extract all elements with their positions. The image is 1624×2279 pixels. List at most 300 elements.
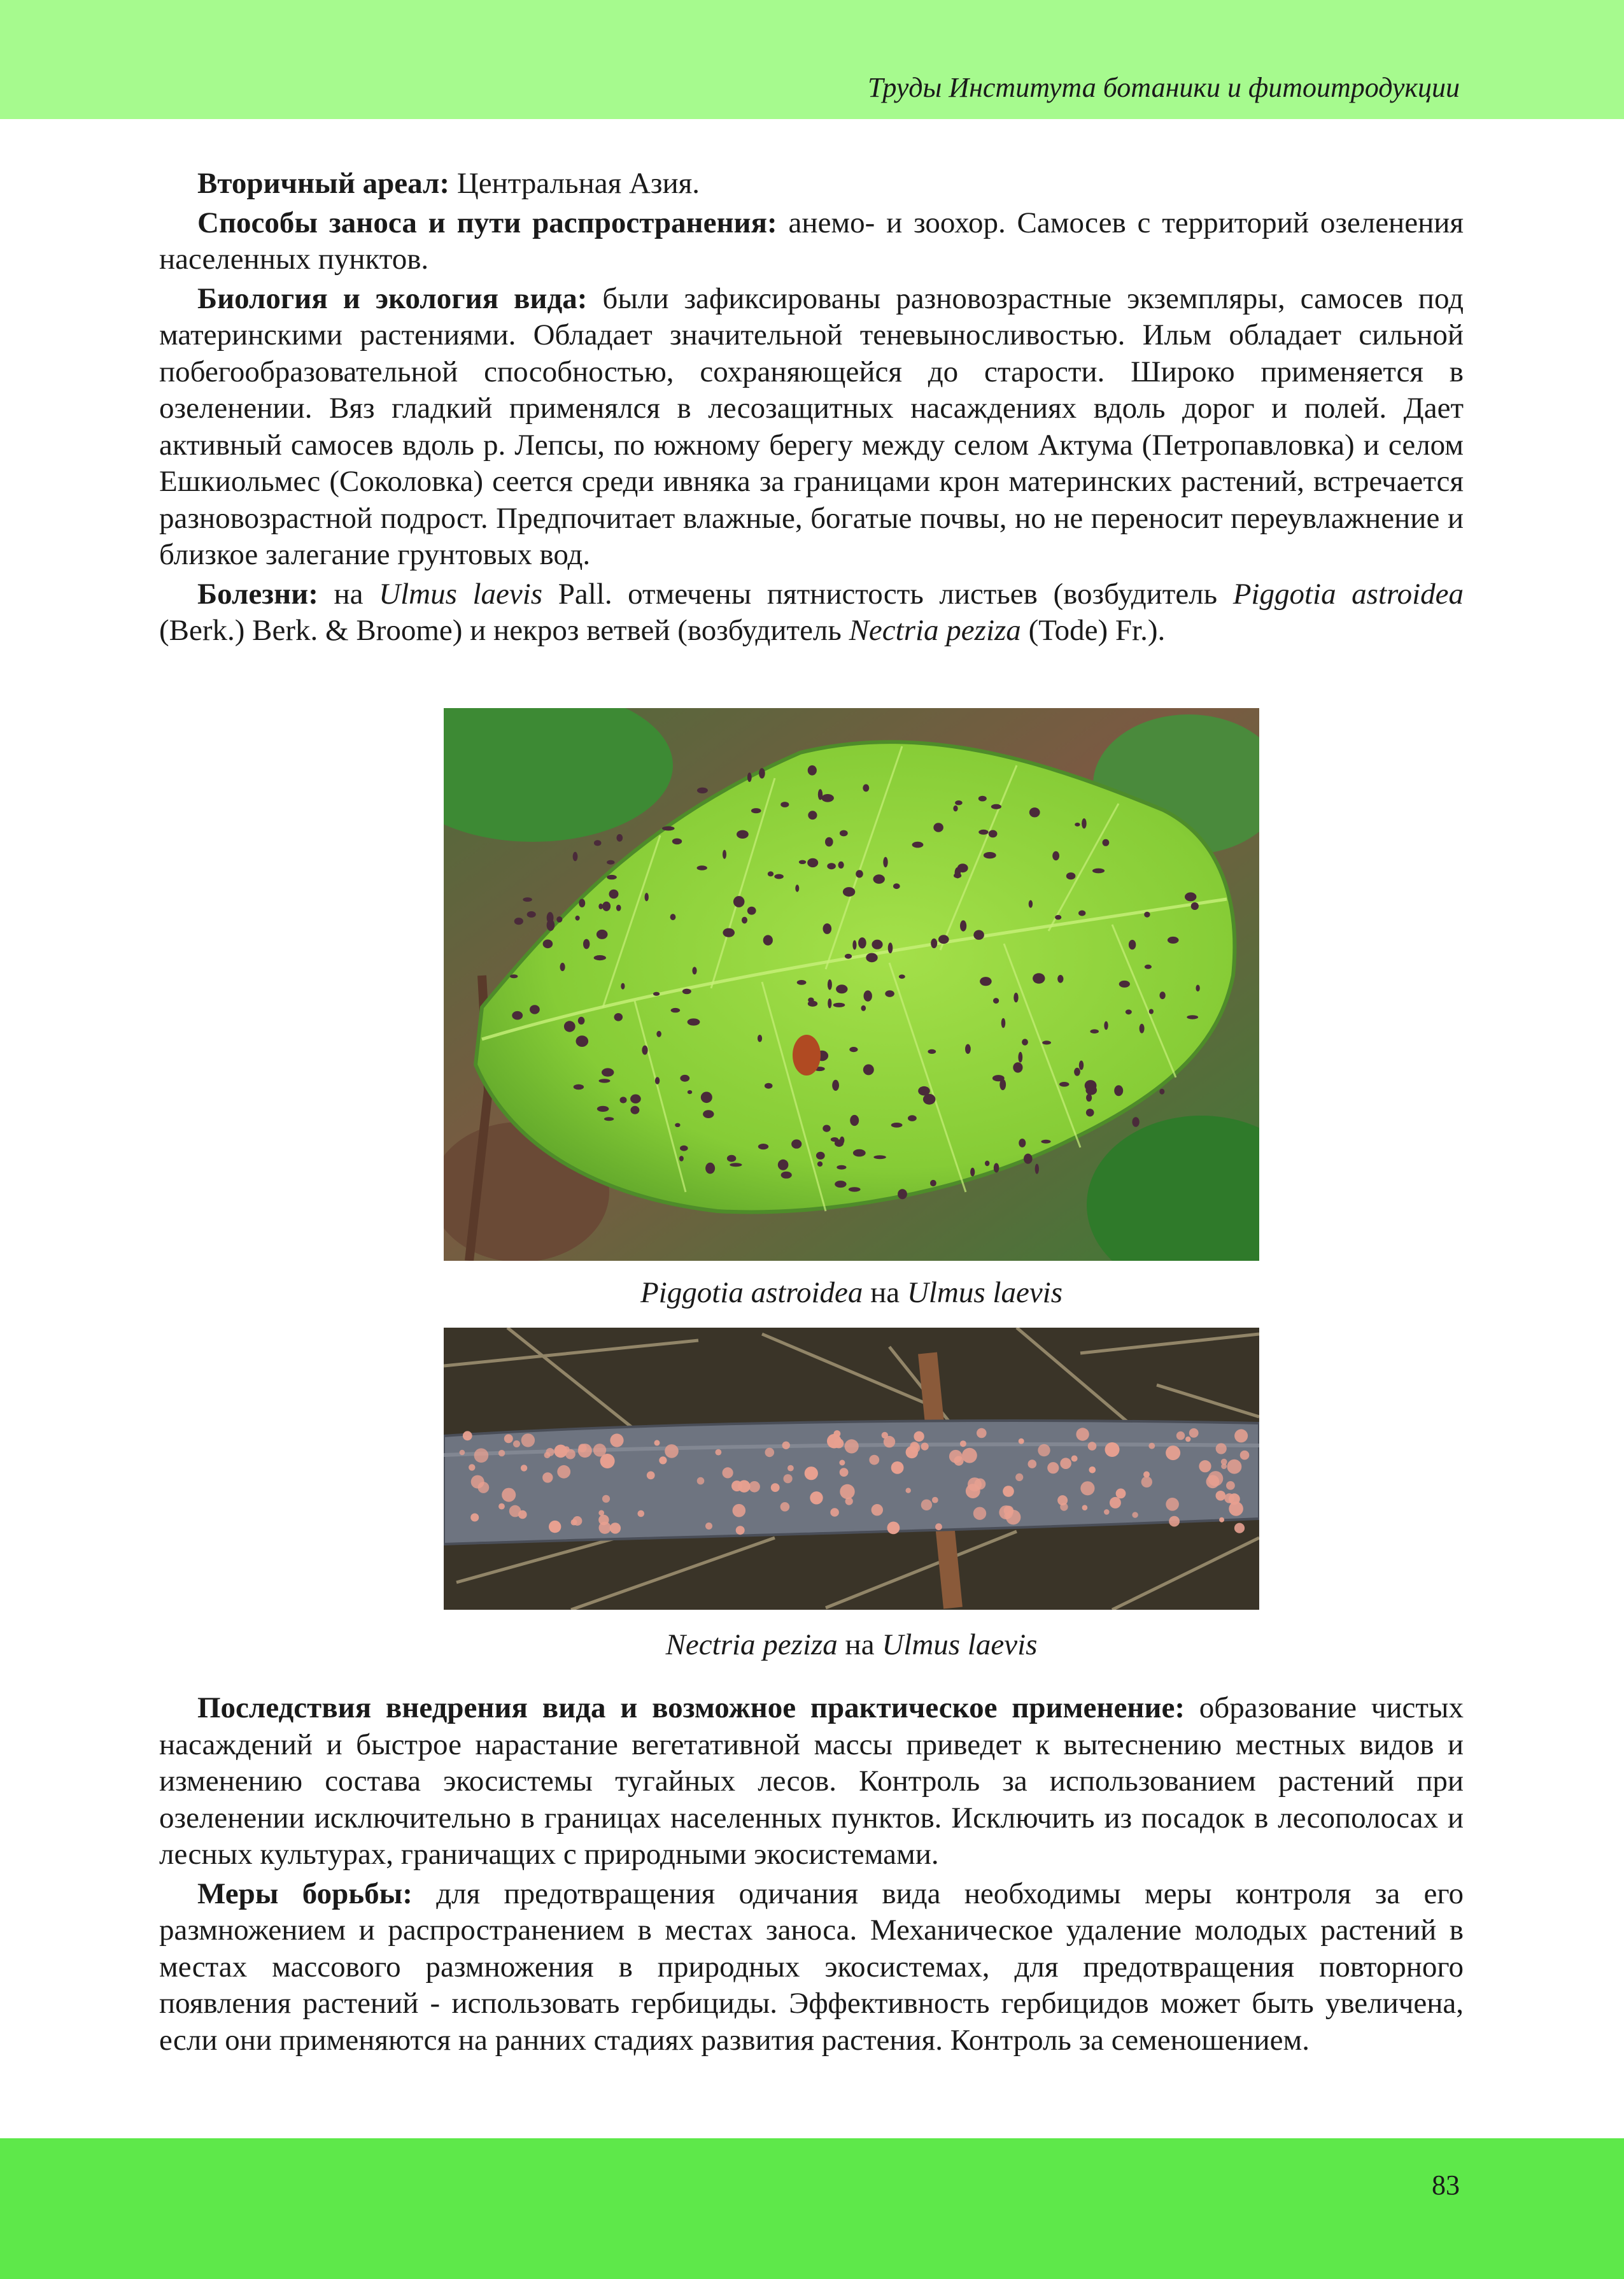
- fungus-dot: [733, 1504, 746, 1517]
- leaf-spot: [599, 1079, 611, 1083]
- fungus-dot: [1166, 1498, 1179, 1511]
- leaf-spot: [808, 998, 814, 1003]
- leaf-spot: [1029, 807, 1040, 817]
- leaf-spot: [703, 1110, 714, 1118]
- leaf-spot: [866, 953, 877, 963]
- caption-2-species: Nectria peziza: [665, 1628, 838, 1661]
- leaf-spot: [993, 998, 999, 1004]
- fungus-dot: [1219, 1517, 1224, 1523]
- fungus-dot: [521, 1465, 527, 1471]
- fungus-dot: [921, 1443, 929, 1451]
- leaf-spot: [885, 990, 894, 997]
- leaf-spot: [1185, 892, 1196, 901]
- leaf-spot: [984, 852, 996, 858]
- leaf-spot: [1013, 1062, 1022, 1072]
- leaf-spot: [823, 1125, 830, 1132]
- fungus-dot: [542, 1472, 553, 1482]
- leaf-spot: [1059, 1082, 1070, 1087]
- fungus-dot: [1229, 1502, 1243, 1516]
- leaf-spot: [933, 823, 943, 832]
- leaf-spot: [1129, 940, 1136, 949]
- branch-illustration: [444, 1328, 1259, 1610]
- leaf-spot: [1196, 985, 1199, 992]
- leaf-spot: [1132, 1117, 1139, 1126]
- leaf-spot: [864, 990, 872, 1001]
- text-biology: были зафиксированы разновозрастные экземпляры, самосев под материнскими растениями. Обладает значительной теневыносливостью. Ильм обладает сильной побегообразовательной способностью, сохраняющейся до старости. Широко применяется в озеленении. Вяз гладкий применялся в лесозащитных насаждениях вдоль дорог и полей. Дает активный самосев вдоль р. Лепсы, по южному берегу между селом Актума (Петропавловка) и селом Ешкиольмес (Соколовка) сеется среди ивняка за границами крон материнских растений, встречается разновозрастной подрост. Предпочитает влажные, богатые почвы, но не переносит переувлажнение и близкое залегание грунтовых вод.: [159, 281, 1464, 571]
- leaf-spot: [1082, 818, 1087, 828]
- fungus-dot: [1216, 1443, 1227, 1454]
- leaf-spot: [832, 1080, 839, 1091]
- label-consequences: Последствия внедрения вида и возможное практическое применение:: [197, 1691, 1185, 1724]
- leaf-spot: [1079, 1061, 1084, 1070]
- fungus-dot: [840, 1468, 849, 1477]
- caption-1-on: на: [863, 1276, 907, 1309]
- leaf-spot: [688, 1018, 700, 1025]
- leaf-spot: [1149, 1009, 1154, 1014]
- leaf-spot: [791, 1139, 801, 1148]
- fungus-dot: [975, 1479, 986, 1490]
- fungus-dot: [749, 1481, 760, 1493]
- leaf-spot: [1078, 911, 1085, 916]
- paragraph-secondary-range: [159, 166, 1464, 202]
- fungus-dot: [1148, 1443, 1155, 1449]
- leaf-spot: [602, 902, 611, 911]
- leaf-spot: [670, 914, 676, 920]
- leaf-spot: [931, 939, 937, 948]
- leaf-spot: [853, 1149, 866, 1157]
- photo-branch-fungus: [444, 1328, 1259, 1610]
- leaf-spot: [823, 923, 832, 934]
- leaf-spot: [774, 874, 784, 879]
- fungus-dot: [474, 1448, 489, 1463]
- leaf-spot: [598, 904, 603, 909]
- text-block-bottom: [159, 1690, 1464, 2061]
- fungus-dot: [470, 1514, 479, 1522]
- leaf-spot: [817, 1161, 823, 1167]
- text-diseases-3: (Berk.) Berk. & Broome) и некроз ветвей (возбудитель: [159, 614, 849, 647]
- fungus-dot: [544, 1452, 551, 1458]
- fungus-dot: [1080, 1481, 1094, 1495]
- fungus-dot: [549, 1521, 561, 1533]
- leaf-spot: [795, 884, 799, 891]
- fungus-dot: [869, 1455, 879, 1465]
- leaf-spot: [816, 1152, 825, 1160]
- fungus-dot: [784, 1474, 793, 1483]
- leaf-spot: [723, 850, 726, 859]
- leaf-spot: [872, 940, 882, 949]
- leaf-spot: [970, 1168, 975, 1177]
- leaf-spot: [858, 937, 866, 948]
- text-block-top: [159, 166, 1464, 652]
- leaf-spot: [1191, 902, 1199, 910]
- fungus-dot: [1076, 1428, 1089, 1440]
- text-consequences: образование чистых насаждений и быстрое нарастание вегетативной массы приведет к вытеснению местных видов и изменению состава экосистемы тугайных лесов. Контроль за использованием растений при озеленении исключительно в границах населенных пунктов. Исключить из посадок в лесополосах и лесных культурах, граничащих с природными экосистемами.: [159, 1691, 1464, 1871]
- paragraph-control: [159, 1876, 1464, 2059]
- leaf-spot: [1013, 993, 1018, 1002]
- fungus-dot: [962, 1448, 977, 1463]
- leaf-spot: [604, 1117, 614, 1121]
- fungus-dot: [738, 1480, 750, 1493]
- leaf-spot: [737, 830, 749, 839]
- leaf-spot: [836, 984, 847, 993]
- leaf-spot: [1052, 851, 1059, 860]
- leaf-spot: [843, 887, 855, 897]
- leaf-spot: [908, 1115, 917, 1121]
- leaf-spot: [688, 1090, 692, 1094]
- fungus-dot: [999, 1505, 1013, 1519]
- fungus-dot: [1166, 1445, 1180, 1460]
- leaf-spot: [1168, 937, 1179, 944]
- text-diseases-2: Pall. отмечены пятнистость листьев (возбудитель: [542, 577, 1233, 611]
- leaf-spot: [723, 928, 735, 937]
- leaf-spot: [954, 873, 961, 878]
- leaf-spot: [985, 1161, 989, 1167]
- leaf-spot: [680, 1075, 689, 1082]
- fungus-dot: [1038, 1444, 1050, 1456]
- fungus-dot: [914, 1431, 924, 1442]
- fungus-dot: [787, 1465, 794, 1472]
- leaf-spot: [560, 963, 565, 971]
- leaf-spot: [1092, 869, 1105, 874]
- leaf-spot: [1019, 1139, 1026, 1147]
- leaf-illustration: [444, 708, 1259, 1261]
- fungus-dot: [1132, 1512, 1138, 1517]
- fungus-dot: [610, 1433, 623, 1447]
- leaf-spot: [863, 1064, 874, 1075]
- leaf-spot: [873, 874, 885, 884]
- leaf-spot: [621, 983, 625, 990]
- paragraph-consequences: [159, 1690, 1464, 1873]
- fungus-dot: [659, 1456, 667, 1464]
- leaf-spot: [873, 1155, 886, 1159]
- leaf-spot: [818, 789, 823, 800]
- leaf-spot: [1074, 1068, 1080, 1076]
- fungus-dot: [1047, 1462, 1059, 1473]
- fungus-dot: [782, 1442, 790, 1449]
- leaf-spot: [1066, 872, 1076, 879]
- leaf-spot: [733, 896, 745, 907]
- leaf-spot: [1114, 1085, 1123, 1096]
- fungus-dot: [1226, 1481, 1235, 1490]
- fungus-dot: [1224, 1493, 1234, 1503]
- leaf-spot: [928, 1049, 936, 1054]
- leaf-spot: [564, 1021, 575, 1032]
- leaf-spot: [957, 863, 968, 872]
- leaf-spot: [978, 830, 988, 835]
- leaf-spot: [768, 871, 773, 876]
- leaf-spot: [1041, 1140, 1050, 1144]
- fungus-dot: [602, 1495, 610, 1503]
- leaf-spot: [730, 1163, 742, 1167]
- species-nectria: Nectria peziza: [849, 614, 1021, 647]
- fungus-dot: [887, 1522, 900, 1535]
- leaf-spot: [653, 992, 660, 996]
- leaf-spot: [898, 1189, 907, 1199]
- leaf-spot: [912, 842, 924, 848]
- leaf-spot: [523, 897, 532, 902]
- fungus-dot: [463, 1431, 472, 1440]
- leaf-spot: [697, 865, 707, 870]
- fungus-dot: [1234, 1523, 1245, 1533]
- leaf-spot: [838, 862, 844, 869]
- leaf-spot: [808, 811, 817, 820]
- footer-band: [0, 2138, 1624, 2279]
- leaf-spot: [701, 1092, 712, 1104]
- fungus-dot: [521, 1433, 535, 1447]
- fungus-dot: [921, 1500, 932, 1510]
- fungus-dot: [513, 1440, 520, 1447]
- fungus-dot: [1003, 1486, 1014, 1497]
- leaf-spot: [1144, 912, 1150, 918]
- leaf-spot: [781, 1172, 792, 1179]
- caption-1-species: Piggotia astroidea: [640, 1276, 863, 1309]
- leaf-spot: [1119, 981, 1130, 988]
- leaf-spot: [849, 1187, 861, 1191]
- leaf-spot: [1001, 1018, 1006, 1028]
- fungus-dot: [647, 1472, 655, 1480]
- fungus-dot: [1104, 1509, 1110, 1515]
- leaf-spot: [547, 912, 554, 923]
- text-control: для предотвращения одичания вида необходимы меры контроля за его размножением и распространением в местах заноса. Механическое удаление молодых растений в местах массового размножения в природных экосистемах, для предотвращения повторного появления растений - использовать гербициды. Эффективность гербицидов может быть увеличена, если они применяются на ранних стадиях развития растения. Контроль за семеношением.: [159, 1877, 1464, 2057]
- leaf-spot: [597, 1106, 609, 1112]
- leaf-spot: [1042, 1040, 1051, 1044]
- fungus-dot: [1060, 1458, 1071, 1469]
- label-biology: Биология и экология вида:: [197, 281, 588, 315]
- fungus-dot: [977, 1428, 987, 1438]
- fungus-dot: [736, 1526, 745, 1535]
- fungus-dot: [839, 1460, 845, 1466]
- leaf-spot: [675, 1123, 680, 1127]
- leaf-spot: [850, 1115, 859, 1126]
- fungus-dot: [906, 1488, 911, 1493]
- leaf-spot: [758, 1035, 762, 1042]
- fungus-dot: [1071, 1456, 1078, 1462]
- fungus-dot: [598, 1510, 604, 1516]
- fungus-dot: [935, 1523, 942, 1530]
- leaf-spot: [852, 941, 856, 950]
- photo-leaf-spots: [444, 708, 1259, 1261]
- leaf-spot: [727, 1155, 736, 1162]
- leaf-spot: [751, 808, 761, 813]
- leaf-spot: [759, 768, 765, 778]
- leaf-spot: [662, 827, 675, 831]
- fungus-dot: [557, 1465, 570, 1479]
- leaf-spot: [758, 1144, 768, 1149]
- leaf-spot: [682, 989, 691, 995]
- fungus-dot: [460, 1450, 465, 1456]
- fungus-dot: [638, 1510, 645, 1517]
- leaf-spot: [994, 1163, 999, 1173]
- fungus-dot: [1176, 1431, 1185, 1440]
- fungus-dot: [1082, 1505, 1088, 1510]
- fungus-dot: [827, 1434, 842, 1449]
- fungus-dot: [1199, 1460, 1211, 1472]
- leaf-spot: [512, 1011, 523, 1020]
- species-ulmus: Ulmus laevis: [379, 577, 543, 611]
- fungus-dot: [498, 1503, 505, 1510]
- leaf-spot: [883, 857, 887, 867]
- fungus-dot: [1019, 1438, 1024, 1444]
- leaf-spot: [807, 858, 818, 867]
- fungus-dot: [1240, 1451, 1250, 1460]
- fungus-dot: [780, 1502, 790, 1512]
- fungus-dot: [1141, 1477, 1152, 1487]
- caption-2-host: Ulmus laevis: [882, 1628, 1038, 1661]
- leaf-spot: [827, 863, 836, 869]
- leaf-spot: [825, 837, 833, 847]
- fungus-dot: [1028, 1459, 1037, 1468]
- leaf-spot: [828, 979, 832, 990]
- leaf-spot: [630, 1095, 641, 1104]
- leaf-spot: [799, 860, 806, 864]
- fungus-dot: [805, 1466, 818, 1480]
- fungus-dot: [1110, 1497, 1121, 1509]
- fungus-dot: [1189, 1428, 1199, 1438]
- leaf-spot: [930, 1180, 936, 1186]
- fungus-dot: [1234, 1429, 1248, 1442]
- fungus-dot: [1169, 1516, 1180, 1527]
- fungus-dot: [932, 1497, 938, 1503]
- leaf-spot: [833, 1003, 845, 1007]
- text-secondary-range: Центральная Азия.: [449, 167, 700, 200]
- leaf-spot: [992, 1075, 1005, 1081]
- fungus-dot: [1227, 1459, 1242, 1474]
- leaf-spot: [831, 1137, 838, 1142]
- leaf-spot: [1159, 1089, 1164, 1095]
- leaf-spot: [530, 1005, 540, 1014]
- leaf-spot: [780, 802, 789, 807]
- leaf-spot: [918, 1086, 930, 1096]
- leaf-spot: [837, 1165, 846, 1170]
- leaf-spot: [1085, 1080, 1097, 1091]
- leaf-spot: [742, 917, 747, 924]
- text-diseases-4: (Tode) Fr.).: [1020, 614, 1166, 647]
- leaf-spot: [840, 830, 848, 837]
- leaf-spot: [697, 788, 708, 793]
- leaf-spot: [763, 935, 773, 945]
- text-introduction: анемо- и зоохор. Самосев с территорий озеленения населенных пунктов.: [159, 206, 1464, 276]
- leaf-spot: [672, 839, 682, 845]
- leaf-spot: [747, 772, 752, 782]
- leaf-spot: [575, 916, 580, 921]
- leaf-spot: [960, 920, 966, 931]
- fungus-dot: [1116, 1489, 1126, 1499]
- leaf-spot: [1126, 1009, 1132, 1014]
- fungus-dot: [593, 1444, 606, 1456]
- leaf-spot: [1103, 839, 1110, 846]
- fungus-dot: [469, 1464, 475, 1470]
- fungus-dot: [1060, 1503, 1068, 1510]
- paragraph-diseases: [159, 576, 1464, 650]
- leaf-spot: [888, 942, 893, 953]
- leaf-spot: [938, 935, 949, 944]
- leaf-spot: [765, 1083, 773, 1089]
- fungus-dot: [1206, 1475, 1220, 1488]
- leaf-spot: [607, 875, 617, 879]
- fungus-dot: [840, 1484, 854, 1499]
- leaf-spot: [893, 883, 900, 889]
- leaf-spot: [616, 834, 623, 842]
- leaf-spot: [840, 1137, 844, 1144]
- label-secondary-range: Вторичный ареал:: [197, 167, 450, 200]
- fungus-dot: [910, 1442, 919, 1451]
- leaf-spot: [973, 930, 984, 940]
- leaf-spot: [594, 840, 602, 846]
- leaf-spot: [655, 1077, 660, 1084]
- paragraph-introduction: [159, 205, 1464, 278]
- fungus-dot: [654, 1440, 660, 1445]
- leaf-spot: [978, 796, 987, 802]
- leaf-spot: [692, 967, 696, 974]
- fungus-dot: [504, 1434, 513, 1443]
- fungus-dot: [830, 1508, 839, 1517]
- paragraph-biology: [159, 281, 1464, 574]
- header-band: [0, 0, 1624, 119]
- species-piggotia: Piggotia astroidea: [1232, 577, 1464, 611]
- leaf-spot: [989, 830, 998, 838]
- leaf-spot: [1029, 900, 1033, 908]
- leaf-spot: [579, 899, 585, 907]
- fungus-dot: [872, 1504, 883, 1516]
- leaf-spot: [679, 1156, 684, 1161]
- leaf-spot: [1086, 1094, 1092, 1102]
- fungus-dot: [1185, 1437, 1190, 1442]
- fungus-dot: [565, 1449, 575, 1459]
- fungus-dot: [845, 1498, 853, 1505]
- caption-2-on: на: [837, 1628, 882, 1661]
- leaf-spot: [1145, 965, 1152, 969]
- fungus-dot: [771, 1483, 780, 1492]
- leaf-spot: [1033, 973, 1045, 984]
- caption-1-host: Ulmus laevis: [907, 1276, 1063, 1309]
- caption-figure-1: [444, 1275, 1259, 1310]
- fungus-dot: [571, 1519, 577, 1526]
- fungus-dot: [498, 1450, 505, 1456]
- leaf-spot: [597, 930, 608, 939]
- text-diseases-1: на: [318, 577, 379, 611]
- leaf-spot: [1075, 823, 1080, 827]
- leaf-spot: [645, 893, 649, 901]
- fungus-dot: [723, 1467, 733, 1478]
- leaf-spot: [778, 1160, 789, 1170]
- leaf-spot: [1086, 1109, 1094, 1116]
- fungus-dot: [705, 1523, 712, 1530]
- leaf-spot: [705, 1163, 715, 1174]
- leaf-spot: [556, 916, 562, 923]
- leaf-spot: [594, 955, 606, 960]
- leaf-spot: [965, 1044, 971, 1054]
- leaf-spot: [845, 954, 852, 959]
- leaf-spot: [863, 785, 869, 792]
- fungus-dot: [845, 1439, 859, 1453]
- leaf-spot: [1104, 1021, 1108, 1030]
- leaf-spot: [614, 1013, 623, 1021]
- leaf-spot: [583, 939, 590, 949]
- leaf-spot: [630, 1106, 639, 1114]
- fungus-dot: [882, 1432, 888, 1438]
- fungus-dot: [810, 1491, 823, 1504]
- leaf-spot: [849, 1047, 858, 1052]
- leaf-spot: [607, 860, 614, 865]
- leaf-spot: [797, 980, 807, 985]
- fungus-dot: [949, 1450, 963, 1463]
- fungus-dot: [765, 1448, 775, 1458]
- leaf-spot: [680, 1146, 688, 1151]
- fungus-dot: [973, 1507, 986, 1520]
- fungus-dot: [1015, 1473, 1023, 1481]
- fungus-dot: [578, 1444, 592, 1458]
- leaf-spot: [656, 1031, 661, 1037]
